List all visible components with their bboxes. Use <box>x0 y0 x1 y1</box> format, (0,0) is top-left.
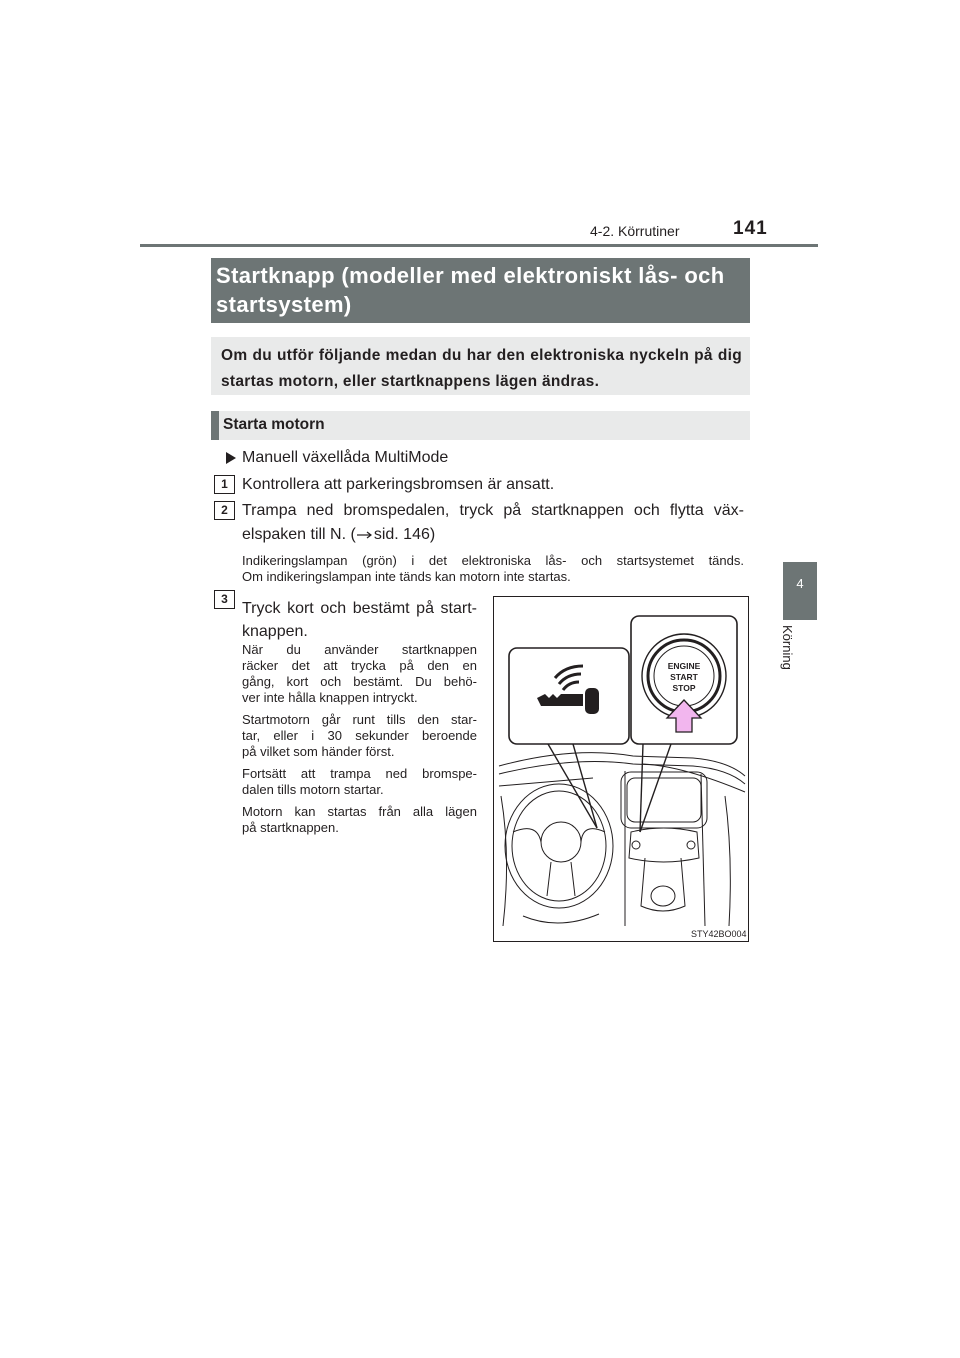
step-3-note-4 <box>242 804 477 836</box>
button-label-engine: ENGINE <box>667 661 701 671</box>
note-line: dalen tills motorn startar. <box>242 782 384 797</box>
button-label-start: START <box>670 672 698 682</box>
note-line: ver inte hålla knappen intryckt. <box>242 690 418 705</box>
step-2-page-ref[interactable]: sid. 146) <box>373 526 436 543</box>
figure-code: STY42BO004 <box>691 929 747 939</box>
chapter-label: Körning <box>780 625 795 670</box>
step-2-text-pre: elspaken till N. ( <box>242 526 356 543</box>
step-number-1: 1 <box>214 475 235 494</box>
transmission-note: Manuell växellåda MultiMode <box>242 449 449 466</box>
note-line: Motorn kan startas från alla lägen <box>242 804 477 819</box>
page-number: 141 <box>733 218 768 239</box>
reference-arrow-icon <box>356 526 374 543</box>
note-line: När du använder startknappen <box>242 642 477 657</box>
button-label-stop: STOP <box>672 683 696 693</box>
triangle-bullet-icon <box>226 451 236 469</box>
step-2-note-line1: Indikeringslampan (grön) i det elektroniska lås- och startsystemet tänds. <box>242 553 744 568</box>
step-1-text: Kontrollera att parkeringsbromsen är ansatt. <box>242 476 555 493</box>
step-3-text-line1: Tryck kort och bestämt på start- <box>242 600 477 617</box>
step-2-text-line2 <box>242 522 435 548</box>
chapter-tab <box>783 562 817 620</box>
start-button-illustration <box>493 596 749 942</box>
note-line: på vilket som händer först. <box>242 744 395 759</box>
step-2-text-line1: Trampa ned bromspedalen, tryck på startknappen och flytta väx- <box>242 502 744 519</box>
note-line: Startmotorn går runt tills den star- <box>242 712 477 727</box>
chapter-number: 4 <box>796 576 804 591</box>
page-title: Startknapp (modeller med elektroniskt lås- och startsystem) <box>216 263 725 317</box>
note-line: Fortsätt att trampa ned bromspe- <box>242 766 477 781</box>
step-3-note-2 <box>242 712 477 760</box>
step-3-notes <box>242 642 477 836</box>
intro-text: Om du utför följande medan du har den elektroniska nyckeln på dig startas motorn, eller startknappens lägen ändras. <box>221 347 742 390</box>
section-reference: 4-2. Körrutiner <box>590 223 680 239</box>
note-line: tar, eller i 30 sekunder beroende <box>242 728 477 743</box>
step-3-text-line2: knappen. <box>242 623 308 640</box>
subsection-title: Starta motorn <box>223 416 325 433</box>
step-number-2: 2 <box>214 501 235 520</box>
note-line: på startknappen. <box>242 820 339 835</box>
step-3-note-1 <box>242 642 477 706</box>
note-line: räcker det att trycka på den en <box>242 658 477 673</box>
header-rule <box>140 244 818 247</box>
step-2-note-line2: Om indikeringslampan inte tänds kan motorn inte startas. <box>242 569 571 584</box>
step-number-3: 3 <box>214 590 235 609</box>
step-3-note-3 <box>242 766 477 798</box>
note-line: gång, kort och bestämt. Du behö- <box>242 674 477 689</box>
